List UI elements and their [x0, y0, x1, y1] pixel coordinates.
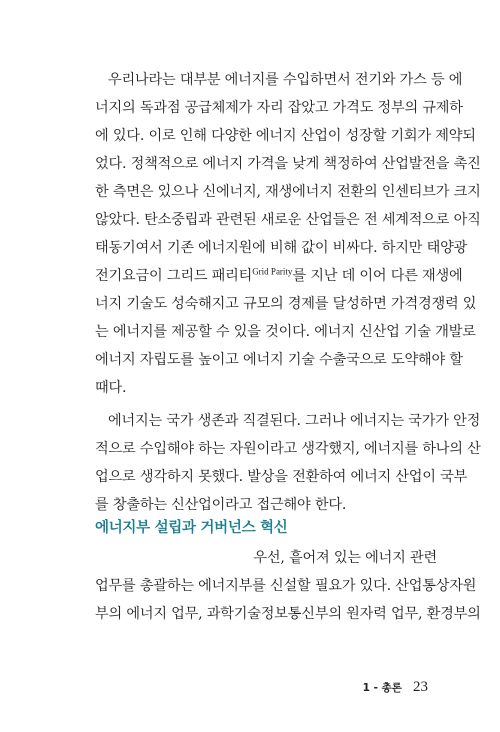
text-line: 적으로 수입해야 하는 자원이라고 생각했지, 에너지를 하나의 산: [95, 441, 481, 457]
footer-section-label: 1 - 총론: [362, 682, 402, 694]
text-line: 우선, 흩어져 있는 에너지 관련: [253, 550, 437, 566]
text-line: 에너지는 국가 생존과 직결된다. 그러나 에너지는 국가가 안정: [108, 413, 481, 429]
page-number: 23: [413, 679, 428, 695]
text-line: 태동기여서 기존 에너지원에 비해 값이 비싸다. 하지만 태양광: [95, 240, 468, 256]
text-line: 업무를 총괄하는 에너지부를 신설할 필요가 있다. 산업통상자원: [95, 578, 477, 594]
text-line: 한 측면은 있으나 신에너지, 재생에너지 전환의 인센티브가 크지: [95, 184, 481, 200]
grid-parity-after: 를 지난 데 이어 다른 재생에: [292, 268, 463, 284]
text-line: 부의 에너지 업무, 과학기술정보통신부의 원자력 업무, 환경부의: [95, 606, 481, 622]
section-heading: 에너지부 설립과 거버넌스 혁신: [95, 520, 288, 536]
text-line: 업으로 생각하지 못했다. 발상을 전환하여 에너지 산업이 국부: [95, 469, 468, 485]
text-line: 를 창출하는 신산업이라고 접근해야 한다.: [95, 497, 347, 513]
text-line: 우리나라는 대부분 에너지를 수입하면서 전기와 가스 등 에: [108, 72, 463, 88]
page-footer: [363, 676, 428, 698]
text-line: 않았다. 탄소중립과 관련된 새로운 산업들은 전 세계적으로 아직: [95, 212, 481, 228]
grid-parity-before: 전기요금이 그리드 패리티: [95, 268, 253, 284]
text-line: 때다.: [95, 380, 127, 396]
text-line: 너지 기술도 성숙해지고 규모의 경제를 달성하면 가격경쟁력 있: [95, 296, 477, 312]
text-line: 에 있다. 이로 인해 다양한 에너지 산업이 성장할 기회가 제약되: [95, 128, 476, 144]
text-line: 너지의 독과점 공급체제가 자리 잡았고 가격도 정부의 규제하: [95, 100, 463, 116]
text-line-grid-parity: [95, 266, 463, 286]
text-line: 었다. 정책적으로 에너지 가격을 낮게 책정하여 산업발전을 촉진: [95, 156, 481, 172]
text-line: 는 에너지를 제공할 수 있을 것이다. 에너지 신산업 기술 개발로: [95, 324, 476, 340]
grid-parity-superscript: Grid Parity: [252, 266, 293, 277]
text-line: 에너지 자립도를 높이고 에너지 기술 수출국으로 도약해야 할: [95, 352, 463, 368]
